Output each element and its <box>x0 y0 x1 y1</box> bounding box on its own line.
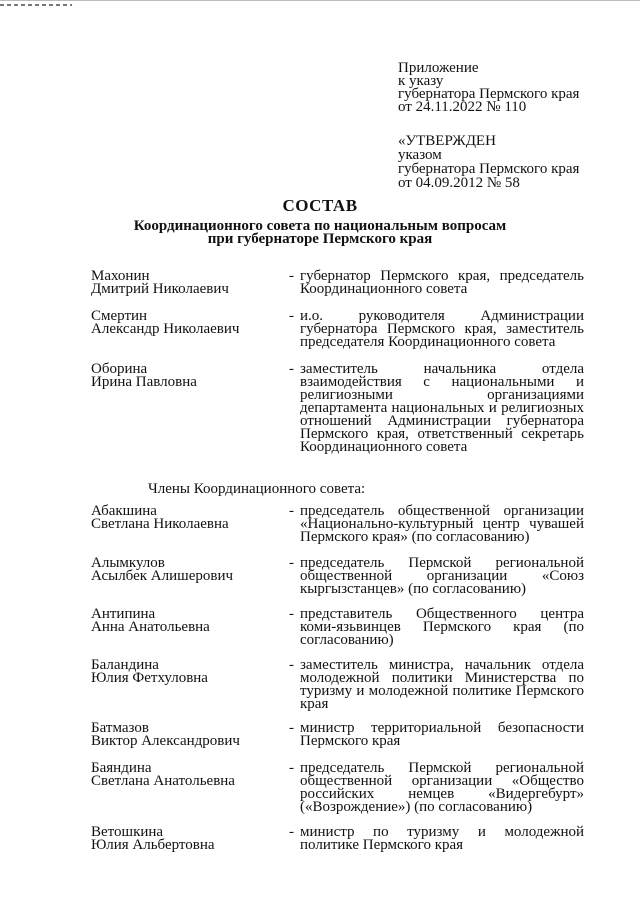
document-subtitle <box>0 220 640 246</box>
member-name <box>91 363 197 389</box>
document-title: СОСТАВ <box>282 196 358 215</box>
member-surname: Баяндина <box>91 760 152 776</box>
member-given-name: Светлана Николаевна <box>91 516 229 532</box>
member-surname: Смертин <box>91 308 148 324</box>
entry-dash: - <box>289 361 294 377</box>
entry-dash: - <box>289 555 294 571</box>
member-given-name: Виктор Александрович <box>91 733 240 749</box>
appendix-line-2: к указу <box>398 73 444 89</box>
member-given-name: Дмитрий Николаевич <box>91 281 229 297</box>
member-role: и.о. руководителя Администрации губернатора Пермского края, заместитель председателя Координационного совета <box>300 308 584 350</box>
member-given-name: Александр Николаевич <box>91 321 240 337</box>
entry-dash: - <box>289 657 294 673</box>
member-given-name: Асылбек Алишерович <box>91 568 234 584</box>
top-scan-mark <box>0 4 72 6</box>
member-surname: Ветошкина <box>91 824 164 840</box>
member-surname: Батмазов <box>91 720 149 736</box>
member-surname: Антипина <box>91 606 156 622</box>
subtitle-line-1: Координационного совета по национальным вопросам <box>133 218 507 234</box>
member-role: заместитель начальника отдела взаимодействия с национальными и религиозными организациями департамента национальных и религиозных отношений Администрации губернатора Пермского края, ответственный секретарь Координационного совета <box>300 361 584 455</box>
member-role: председатель Пермской региональной общественной организации «Общество российских немцев «Видергебурт» («Возрождение») (по согласованию) <box>300 760 584 815</box>
member-name <box>91 722 240 748</box>
appendix-block <box>398 62 579 114</box>
member-name <box>91 659 208 685</box>
entry-dash: - <box>289 268 294 284</box>
subtitle-line-2: при губернаторе Пермского края <box>207 231 433 247</box>
members-heading: Члены Координационного совета: <box>148 481 366 497</box>
member-surname: Баландина <box>91 657 159 673</box>
member-name <box>91 608 210 634</box>
appendix-line-3: губернатора Пермского края <box>398 86 580 102</box>
member-name <box>91 505 229 531</box>
top-border-line <box>0 0 640 1</box>
member-given-name: Юлия Фетхуловна <box>91 670 208 686</box>
member-role: председатель общественной организации «Национально-культурный центр чувашей Пермского края» (по согласованию) <box>300 503 584 545</box>
entry-dash: - <box>289 606 294 622</box>
member-role: представитель Общественного центра коми-язьвинцев Пермского края (по согласованию) <box>300 606 584 648</box>
member-name <box>91 270 229 296</box>
member-role: министр по туризму и молодежной политике Пермского края <box>300 824 584 853</box>
member-name <box>91 762 235 788</box>
member-given-name: Ирина Павловна <box>91 374 197 390</box>
appendix-line-1: Приложение <box>398 60 479 76</box>
member-name <box>91 310 239 336</box>
approved-line-3: губернатора Пермского края <box>398 161 580 177</box>
entry-dash: - <box>289 720 294 736</box>
entry-dash: - <box>289 308 294 324</box>
appendix-line-4: от 24.11.2022 № 110 <box>398 99 527 115</box>
member-given-name: Юлия Альбертовна <box>91 837 215 853</box>
entry-dash: - <box>289 760 294 776</box>
approved-line-1: «УТВЕРЖДЕН <box>398 133 496 149</box>
member-surname: Махонин <box>91 268 150 284</box>
member-role: министр территориальной безопасности Пермского края <box>300 720 584 749</box>
member-role: заместитель министра, начальник отдела молодежной политики Министерства по туризму и молодежной политике Пермского края <box>300 657 584 712</box>
member-name <box>91 557 233 583</box>
member-name <box>91 826 215 852</box>
entry-dash: - <box>289 824 294 840</box>
member-given-name: Светлана Анатольевна <box>91 773 235 789</box>
approved-line-4: от 04.09.2012 № 58 <box>398 175 520 191</box>
member-surname: Оборина <box>91 361 148 377</box>
member-surname: Алымкулов <box>91 555 165 571</box>
member-role: председатель Пермской региональной общественной организации «Союз кыргызстанцев» (по согласованию) <box>300 555 584 597</box>
approved-block <box>398 134 579 190</box>
member-given-name: Анна Анатольевна <box>91 619 210 635</box>
entry-dash: - <box>289 503 294 519</box>
approved-line-2: указом <box>398 147 442 163</box>
member-surname: Абакшина <box>91 503 157 519</box>
member-role: губернатор Пермского края, председатель Координационного совета <box>300 268 584 297</box>
